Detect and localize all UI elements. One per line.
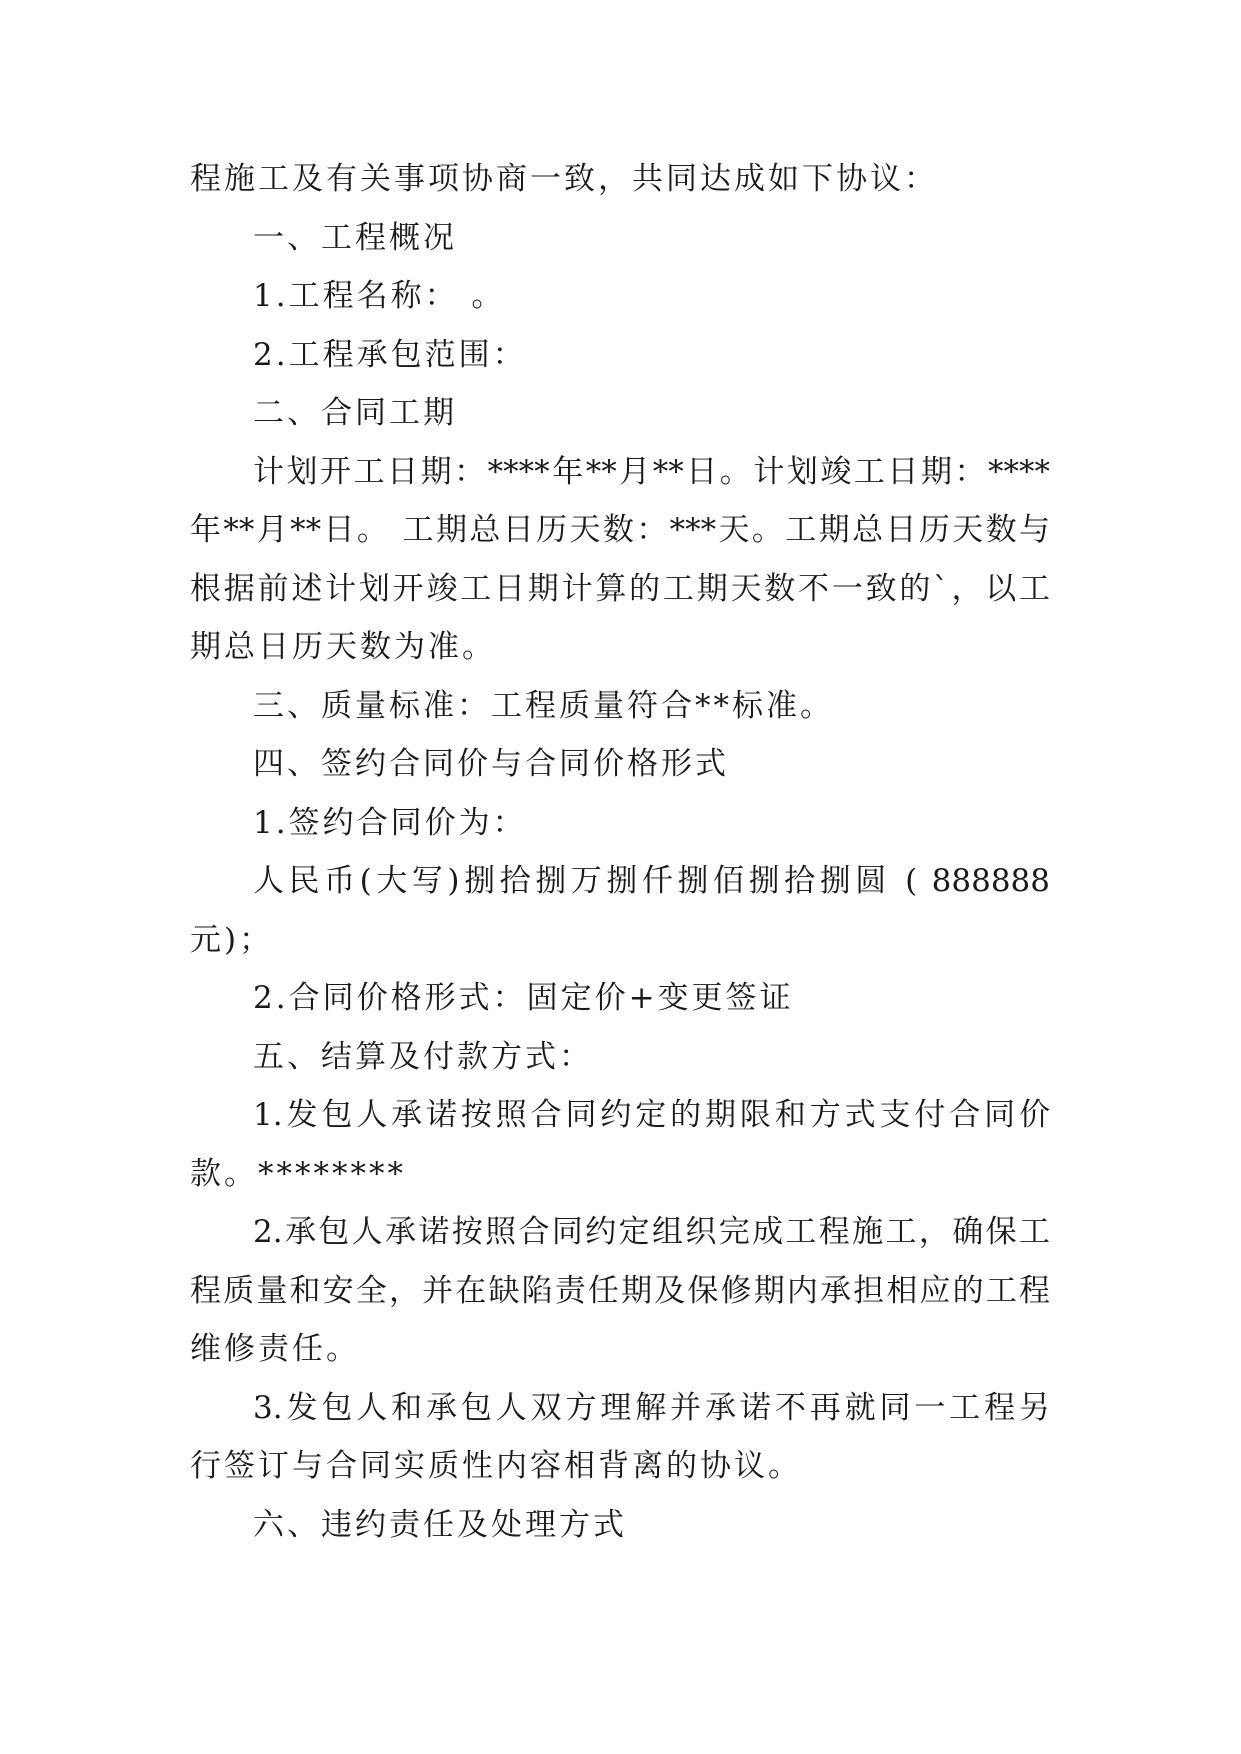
paragraph-line: 款。********	[190, 1155, 406, 1192]
paragraph-line: 期总日历天数为准。	[190, 629, 496, 665]
section-heading-duration: 二、合同工期	[253, 395, 457, 431]
section-heading-quality: 三、质量标准：工程质量符合**标准。	[253, 687, 834, 724]
paragraph-line: 3.发包人和承包人双方理解并承诺不再就同一工程另	[253, 1389, 1050, 1426]
paragraph-line: 计划开工日期：****年**月**日。计划竣工日期：****	[253, 453, 1050, 490]
paragraph-line: 程质量和安全，并在缺陷责任期及保修期内承担相应的工程	[190, 1272, 1050, 1309]
section-heading-payment: 五、结算及付款方式：	[253, 1038, 593, 1075]
paragraph-line: 维修责任。	[190, 1331, 360, 1367]
project-scope-line: 2.工程承包范围：	[253, 336, 527, 373]
paragraph-line: 程施工及有关事项协商一致，共同达成如下协议：	[190, 161, 938, 197]
section-heading-overview: 一、工程概况	[253, 219, 457, 256]
price-form-line: 2.合同价格形式：固定价+变更签证	[253, 980, 794, 1016]
paragraph-line: 元)；	[190, 921, 274, 958]
paragraph-line: 1.发包人承诺按照合同约定的期限和方式支付合同价	[253, 1097, 1050, 1133]
contract-price-label: 1.签约合同价为：	[253, 804, 527, 841]
document-page	[190, 150, 1050, 1554]
project-name-line: 1.工程名称： 。	[253, 278, 506, 314]
section-heading-liability: 六、违约责任及处理方式	[253, 1506, 627, 1543]
paragraph-line: 行签订与合同实质性内容相背离的协议。	[190, 1448, 802, 1484]
paragraph-line: 年**月**日。 工期总日历天数：***天。工期总日历天数与	[190, 512, 1050, 548]
paragraph-line: 2.承包人承诺按照合同约定组织完成工程施工，确保工	[253, 1214, 1050, 1250]
paragraph-line: 人民币(大写)捌拾捌万捌仟捌佰捌拾捌圆 ( 888888	[253, 863, 1050, 899]
section-heading-price: 四、签约合同价与合同价格形式	[253, 746, 729, 782]
paragraph-line: 根据前述计划开竣工日期计算的工期天数不一致的`，以工	[190, 570, 1050, 607]
